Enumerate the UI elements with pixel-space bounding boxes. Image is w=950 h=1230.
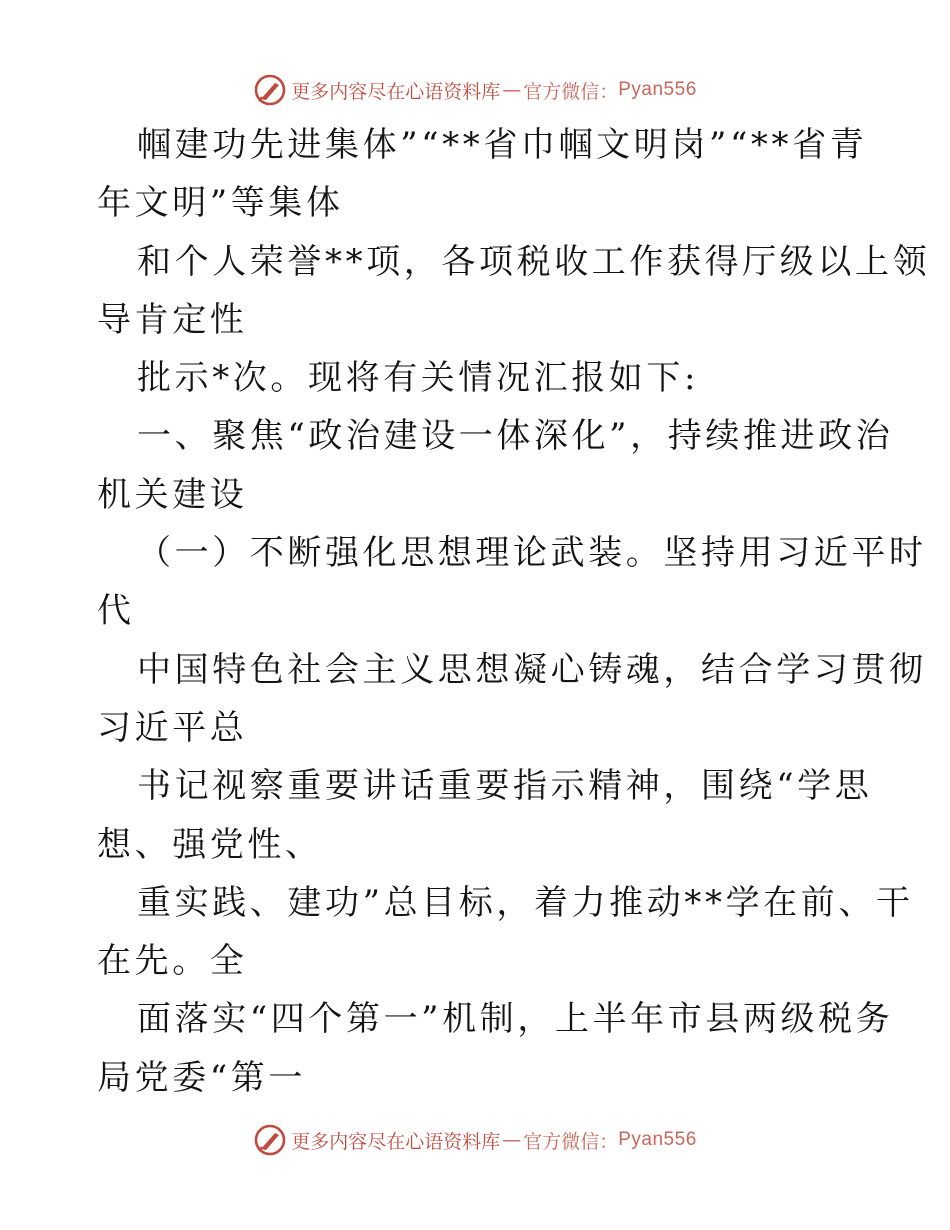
watermark-label: 官方微信：	[523, 80, 619, 103]
watermark-account: Pyan556	[618, 79, 697, 100]
body-line: 习近平总	[97, 707, 248, 748]
watermark-label: 官方微信：	[523, 1130, 619, 1153]
body-line: 面落实“四个第一”机制，上半年市县两级税务	[137, 999, 894, 1040]
body-line: 帼建功先进集体”“**省巾帼文明岗”“**省青	[137, 125, 868, 165]
quill-pen-circle-logo-icon	[253, 73, 287, 107]
body-line: 年文明”等集体	[97, 183, 344, 224]
watermark-brand: 更多内容尽在心语资料库	[291, 1130, 501, 1153]
watermark-header	[0, 70, 950, 110]
quill-pen-circle-logo-icon	[253, 1123, 287, 1157]
watermark-separator: —	[502, 1129, 522, 1151]
body-line: 局党委“第一	[97, 1057, 306, 1098]
body-line: （一）不断强化思想理论武装。坚持用习近平时	[137, 533, 927, 574]
body-line: 书记视察重要讲话重要指示精神，围绕“学思	[137, 766, 873, 807]
document-body	[97, 116, 931, 1107]
watermark-footer	[0, 1120, 950, 1160]
body-line: 想、强党性、	[97, 824, 323, 865]
body-line: 重实践、建功”总目标，着力推动**学在前、干	[137, 882, 914, 923]
watermark-account: Pyan556	[618, 1129, 697, 1150]
body-line: 中国特色社会主义思想凝心铸魂，结合学习贯彻	[137, 649, 927, 690]
body-line: 在先。全	[97, 941, 248, 982]
body-line: 机关建设	[97, 474, 248, 515]
watermark-separator: —	[502, 79, 522, 101]
body-line: 代	[97, 591, 135, 632]
watermark-brand: 更多内容尽在心语资料库	[291, 80, 501, 103]
body-line: 一、聚焦“政治建设一体深化”，持续推进政治	[137, 416, 894, 457]
body-line: 批示*次。现将有关情况汇报如下:	[137, 358, 700, 399]
body-line: 和个人荣誉**项，各项税收工作获得厅级以上领	[137, 241, 931, 282]
body-line: 导肯定性	[97, 299, 248, 340]
